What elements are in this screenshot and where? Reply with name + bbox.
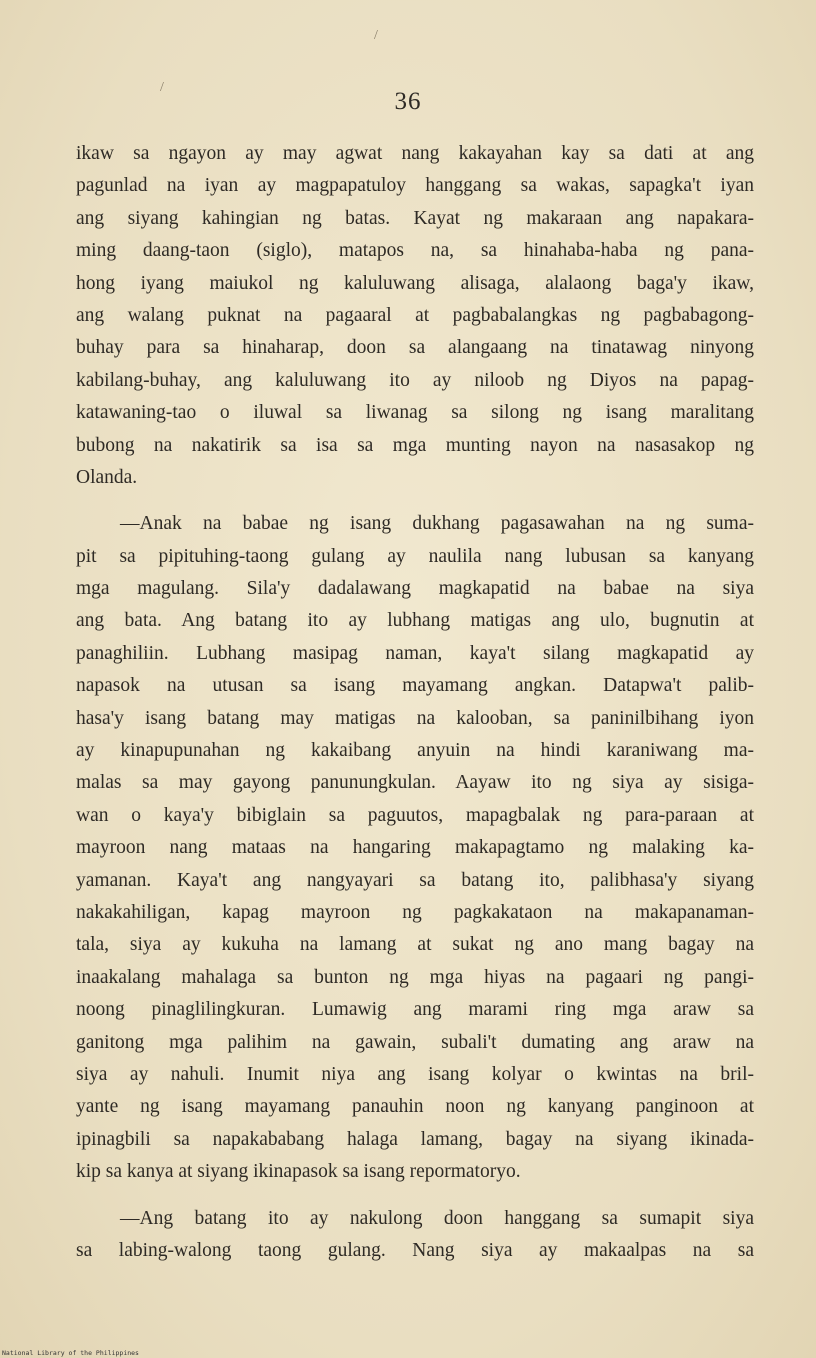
text-line: yante ng isang mayamang panauhin noon ng kanyang panginoon at xyxy=(76,1096,754,1118)
text-line: —Ang batang ito ay nakulong doon hanggang sa sumapit siya xyxy=(120,1207,754,1229)
body-text xyxy=(76,138,754,1267)
paragraph-3 xyxy=(76,1203,754,1268)
text-line: hasa'y isang batang may matigas na kalooban, sa paninilbihang iyon xyxy=(76,707,754,729)
scan-mark: / xyxy=(160,80,164,95)
scan-mark: / xyxy=(374,28,378,43)
text-line: ming daang-taon (siglo), matapos na, sa hinahaba-haba ng pana- xyxy=(76,240,754,262)
text-line: —Anak na babae ng isang dukhang pagasawahan na ng suma- xyxy=(120,513,754,535)
paragraph-2 xyxy=(76,508,754,1188)
text-line: mayroon nang mataas na hangaring makapagtamo ng malaking ka- xyxy=(76,837,754,859)
text-line: napasok na utusan sa isang mayamang angkan. Datapwa't palib- xyxy=(76,675,754,697)
text-line: tala, siya ay kukuha na lamang at sukat ng ano mang bagay na xyxy=(76,934,754,956)
text-line: kip sa kanya at siyang ikinapasok sa isang repormatoryo. xyxy=(76,1161,521,1183)
text-line: buhay para sa hinaharap, doon sa alangaang na tinatawag ninyong xyxy=(76,337,754,359)
text-line: ganitong mga palihim na gawain, subali't dumating ang araw na xyxy=(76,1031,754,1053)
text-line: sa labing-walong taong gulang. Nang siya ay makaalpas na sa xyxy=(76,1239,754,1261)
text-line: ang walang puknat na pagaaral at pagbabalangkas ng pagbabagong- xyxy=(76,304,754,326)
text-line: Olanda. xyxy=(76,466,138,488)
text-line: ang siyang kahingian ng batas. Kayat ng makaraan ang napakara- xyxy=(76,207,754,229)
text-line: ikaw sa ngayon ay may agwat nang kakayahan kay sa dati at ang xyxy=(76,143,754,164)
text-line: katawaning-tao o iluwal sa liwanag sa silong ng isang maralitang xyxy=(76,402,754,424)
text-line: mga magulang. Sila'y dadalawang magkapatid na babae na siya xyxy=(76,578,754,600)
text-line: wan o kaya'y bibiglain sa paguutos, mapagbalak ng para-paraan at xyxy=(76,804,754,826)
text-line: pit sa pipituhing-taong gulang ay naulila nang lubusan sa kanyang xyxy=(76,545,754,567)
text-line: kabilang-buhay, ang kaluluwang ito ay niloob ng Diyos na papag- xyxy=(76,369,754,391)
text-line: hong iyang maiukol ng kaluluwang alisaga, alalaong baga'y ikaw, xyxy=(76,272,754,294)
scan-footer: National Library of the Philippines xyxy=(2,1349,139,1357)
text-line: bubong na nakatirik sa isa sa mga munting nayon na nasasakop ng xyxy=(76,434,754,456)
paragraph-1 xyxy=(76,138,754,494)
text-line: siya ay nahuli. Inumit niya ang isang kolyar o kwintas na bril- xyxy=(76,1063,754,1085)
text-line: ang bata. Ang batang ito ay lubhang matigas ang ulo, bugnutin at xyxy=(76,610,754,632)
text-line: malas sa may gayong panunungkulan. Aayaw ito ng siya ay sisiga- xyxy=(76,772,754,794)
text-line: nakakahiligan, kapag mayroon ng pagkakataon na makapanaman- xyxy=(76,901,754,923)
text-line: inaakalang mahalaga sa bunton ng mga hiyas na pagaari ng pangi- xyxy=(76,966,754,988)
text-line: noong pinaglilingkuran. Lumawig ang marami ring mga araw sa xyxy=(76,999,754,1021)
text-line: ipinagbili sa napakababang halaga lamang, bagay na siyang ikinada- xyxy=(76,1128,754,1150)
text-line: pagunlad na iyan ay magpapatuloy hanggang sa wakas, sapagka't iyan xyxy=(76,175,754,197)
text-line: panaghiliin. Lubhang masipag naman, kaya't silang magkapatid ay xyxy=(76,642,754,664)
text-line: yamanan. Kaya't ang nangyayari sa batang ito, palibhasa'y siyang xyxy=(76,869,754,891)
page-number: 36 xyxy=(394,88,422,115)
text-line: ay kinapupunahan ng kakaibang anyuin na hindi karaniwang ma- xyxy=(76,740,754,762)
